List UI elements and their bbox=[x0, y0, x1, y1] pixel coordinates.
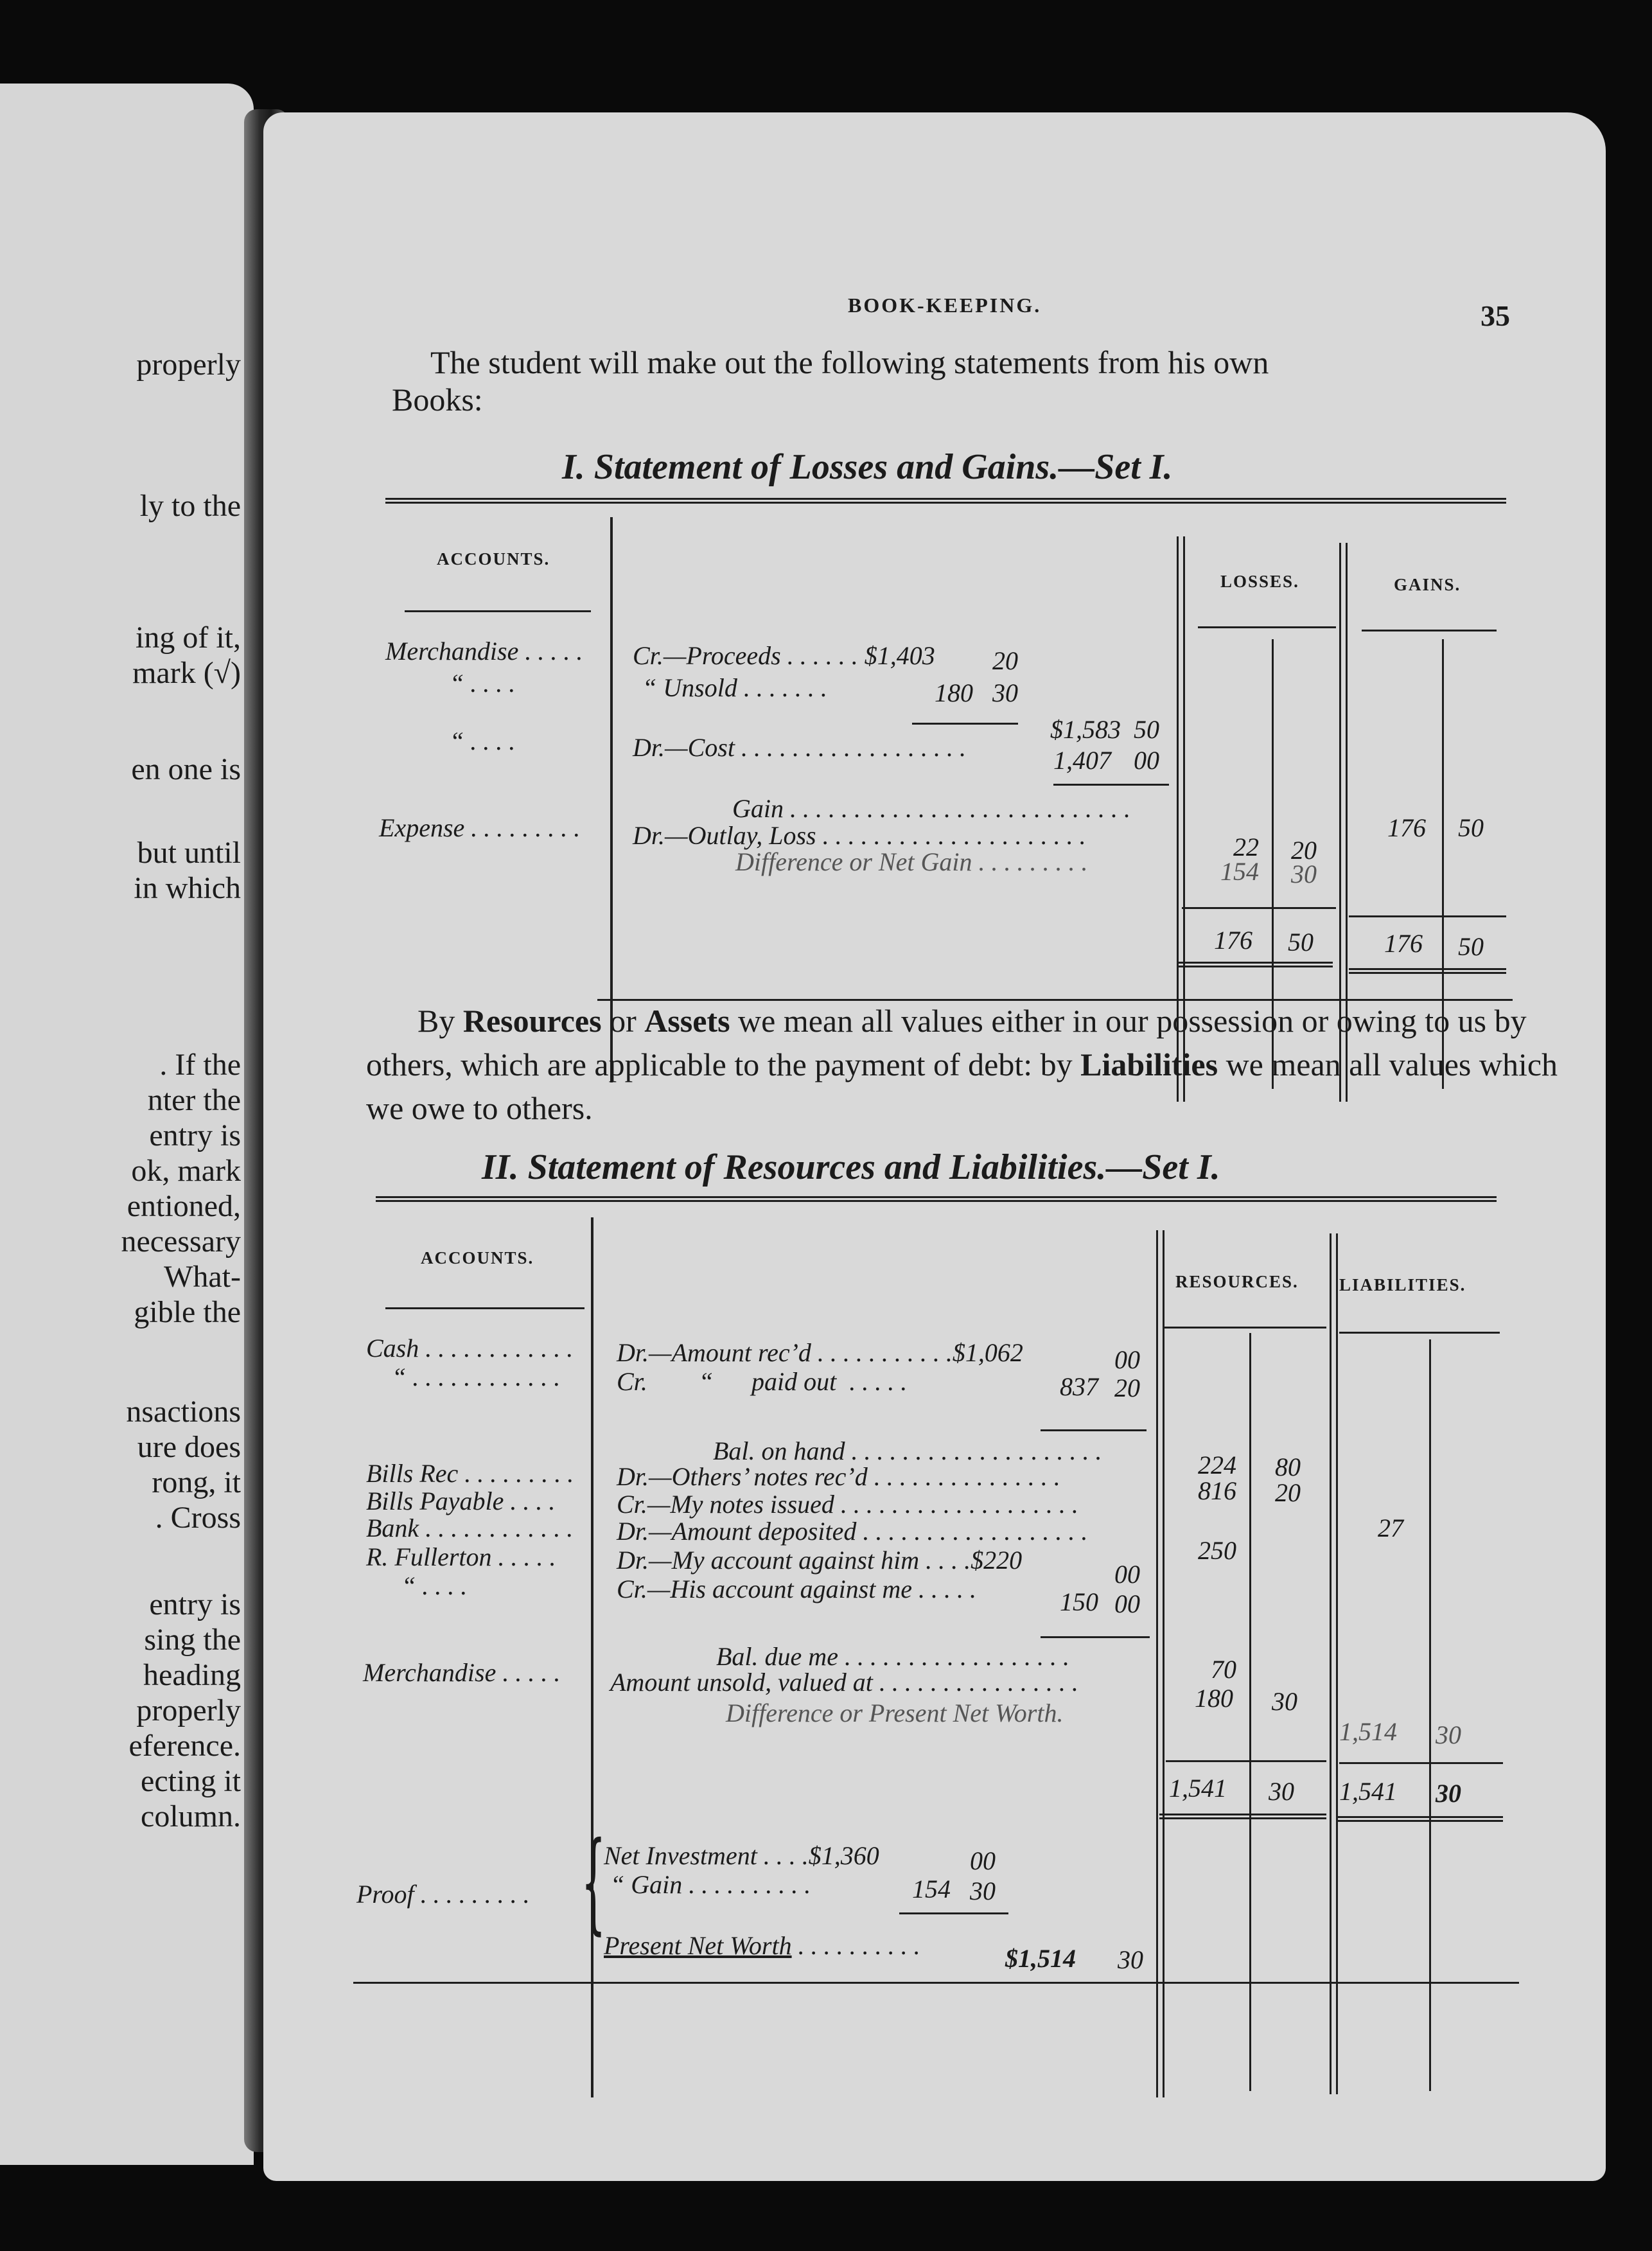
s1-loss-cents: 20 bbox=[1291, 836, 1317, 865]
page-number: 35 bbox=[1481, 299, 1510, 332]
s1-gain-cents: 50 bbox=[1458, 813, 1484, 842]
s2-res: 224 bbox=[1198, 1451, 1236, 1479]
present-net-worth-label: Present Net Worth bbox=[604, 1931, 792, 1960]
para-text: or bbox=[601, 1003, 645, 1039]
proof-line-2-cents: 30 bbox=[970, 1876, 996, 1905]
s2-account: “ . . . . . . . . . . . . bbox=[392, 1363, 561, 1391]
left-page-line: nsactions bbox=[126, 1395, 241, 1429]
term-liabilities: Liabilities bbox=[1080, 1046, 1218, 1082]
s2-divider bbox=[1330, 1233, 1331, 2094]
s1-detail: Dr.—Outlay, Loss . . . . . . . . . . . . . . . . . . . . . bbox=[633, 821, 1086, 850]
rule bbox=[1198, 626, 1336, 628]
s2-total-res: 1,541 bbox=[1169, 1774, 1227, 1803]
left-page-line: in which bbox=[134, 871, 241, 905]
s2-res: 180 bbox=[1195, 1684, 1233, 1713]
proof-line-2-amount: 154 bbox=[912, 1875, 951, 1903]
s2-detail: Dr.—My account against him . . . .$220 bbox=[617, 1546, 1023, 1575]
left-page-line: entioned, bbox=[127, 1189, 241, 1223]
left-facing-page bbox=[0, 84, 254, 2165]
s2-detail: Dr.—Amount rec’d . . . . . . . . . . .$1,062 bbox=[617, 1338, 1023, 1367]
term-assets: Assets bbox=[644, 1003, 730, 1039]
left-page-line: entry is bbox=[149, 1587, 241, 1621]
s1-col-accounts: ACCOUNTS. bbox=[437, 549, 550, 569]
s2-cents: 00 bbox=[1114, 1560, 1140, 1589]
s1-account: “ . . . . bbox=[450, 669, 516, 698]
s1-detail: Gain . . . . . . . . . . . . . . . . . . . . . . . . . . . bbox=[732, 794, 1130, 823]
proof-line-1-cents: 00 bbox=[970, 1846, 996, 1875]
s2-divider bbox=[1156, 1230, 1158, 2097]
left-page-line: gible the bbox=[134, 1295, 241, 1329]
s1-detail: “ Unsold . . . . . . . bbox=[642, 673, 827, 702]
rule bbox=[1166, 1760, 1326, 1762]
s2-divider bbox=[1249, 1333, 1251, 2091]
proof-line-2: “ Gain . . . . . . . . . . bbox=[610, 1870, 811, 1899]
s2-col-resources: RESOURCES. bbox=[1175, 1272, 1299, 1291]
s2-account: Bank . . . . . . . . . . . . bbox=[366, 1514, 574, 1542]
s2-account: “ . . . . bbox=[401, 1571, 468, 1600]
proof-line-1: Net Investment . . . .$1,360 bbox=[604, 1841, 879, 1870]
para-text: By bbox=[417, 1003, 463, 1039]
s2-cents: 20 bbox=[1114, 1373, 1140, 1402]
s2-double-rule bbox=[1336, 1816, 1503, 1822]
s2-divider bbox=[591, 1217, 593, 2097]
term-resources: Resources bbox=[462, 1003, 602, 1039]
rule bbox=[1041, 1636, 1150, 1638]
s2-detail: Bal. on hand . . . . . . . . . . . . . . . . . . . . bbox=[713, 1436, 1102, 1465]
left-page-line: rong, it bbox=[152, 1465, 241, 1499]
proof-line-3-amount: $1,514 bbox=[1005, 1944, 1076, 1973]
rule bbox=[1163, 1327, 1326, 1329]
s2-res-cents: 30 bbox=[1272, 1687, 1297, 1716]
left-page-line: ly to the bbox=[139, 489, 241, 523]
s1-divider bbox=[610, 517, 613, 1082]
s2-amount: 837 bbox=[1060, 1372, 1098, 1401]
s2-account: Cash . . . . . . . . . . . . bbox=[366, 1334, 574, 1363]
s2-detail: Amount unsold, valued at . . . . . . . . . . . . . . . . bbox=[610, 1668, 1078, 1697]
s1-total-losses-cents: 50 bbox=[1288, 928, 1314, 957]
definition-paragraph bbox=[366, 999, 1574, 1130]
s2-divider bbox=[1163, 1230, 1164, 2097]
s2-col-accounts: ACCOUNTS. bbox=[421, 1248, 534, 1267]
left-page-line: ing of it, bbox=[136, 621, 241, 655]
s2-detail: Dr.—Others’ notes rec’d . . . . . . . . . . . . . . . bbox=[617, 1462, 1060, 1491]
rule bbox=[912, 723, 1018, 725]
s2-res-cents: 80 bbox=[1275, 1452, 1301, 1481]
rule bbox=[1349, 915, 1506, 917]
statement-2-top-rule bbox=[376, 1196, 1497, 1202]
s2-liab-cents: 30 bbox=[1436, 1720, 1461, 1749]
statement-2-title: II. Statement of Resources and Liabilities.—Set I. bbox=[482, 1147, 1220, 1187]
s1-loss: 22 bbox=[1233, 833, 1259, 861]
s1-total-losses: 176 bbox=[1214, 926, 1252, 955]
s2-res: 816 bbox=[1198, 1476, 1236, 1505]
rule bbox=[1339, 1332, 1500, 1334]
intro-line-2: Books: bbox=[392, 382, 483, 418]
s2-res: 70 bbox=[1211, 1655, 1236, 1684]
left-page-line: sing the bbox=[144, 1623, 241, 1657]
s1-detail: Cr.—Proceeds . . . . . . $1,403 bbox=[633, 641, 935, 670]
s1-total-gains: 176 bbox=[1384, 929, 1423, 958]
s1-cents: 20 bbox=[992, 646, 1018, 675]
s1-col-losses: LOSSES. bbox=[1220, 572, 1299, 591]
s1-double-rule bbox=[1179, 962, 1333, 967]
left-page-line: heading bbox=[143, 1658, 241, 1692]
left-page-line: . If the bbox=[159, 1048, 241, 1082]
s2-divider bbox=[1336, 1233, 1338, 2094]
left-page-line: column. bbox=[141, 1799, 241, 1833]
s1-double-rule bbox=[1349, 968, 1506, 974]
proof-dots: . . . . . . . . . . bbox=[791, 1931, 920, 1960]
left-page-line: necessary bbox=[121, 1224, 241, 1258]
s2-detail: Cr.—My notes issued . . . . . . . . . . . . . . . . . . . bbox=[617, 1490, 1078, 1519]
s2-detail: Difference or Present Net Worth. bbox=[726, 1699, 1064, 1727]
para-text: we mean all values which we owe to others. bbox=[366, 1046, 1558, 1126]
s2-account: R. Fullerton . . . . . bbox=[366, 1542, 556, 1571]
rule bbox=[899, 1912, 1008, 1914]
s1-account: Expense . . . . . . . . . bbox=[379, 813, 581, 842]
s2-amount: 150 bbox=[1060, 1587, 1098, 1616]
statement-1-top-rule bbox=[385, 498, 1506, 504]
running-title: BOOK-KEEPING. bbox=[848, 294, 1042, 317]
left-page-line: en one is bbox=[131, 752, 241, 786]
s2-total-liab: 1,541 bbox=[1339, 1777, 1397, 1806]
left-page-line: eference. bbox=[128, 1729, 241, 1763]
left-page-line: properly bbox=[136, 348, 241, 382]
s2-liab: 27 bbox=[1378, 1514, 1403, 1542]
s2-double-rule bbox=[1159, 1814, 1326, 1819]
left-page-line: properly bbox=[136, 1693, 241, 1727]
proof-line-3 bbox=[604, 1930, 920, 1961]
left-page-line: ecting it bbox=[141, 1764, 241, 1798]
s2-col-liabilities: LIABILITIES. bbox=[1339, 1275, 1466, 1294]
s1-total: $1,583 bbox=[1050, 715, 1121, 744]
para-text: we mean all values either in our possession or owing to us by others, which are applicable to the payment of debt: by bbox=[366, 1003, 1527, 1082]
s2-detail: Cr. “ paid out . . . . . bbox=[617, 1367, 908, 1396]
rule bbox=[405, 610, 591, 612]
left-page-line: but until bbox=[137, 836, 241, 870]
rule bbox=[1362, 630, 1497, 631]
s1-amount: 180 bbox=[935, 678, 973, 707]
s1-gain: 176 bbox=[1387, 813, 1426, 842]
s2-detail: Bal. due me . . . . . . . . . . . . . . . . . . bbox=[716, 1642, 1069, 1671]
s2-liab: 1,514 bbox=[1339, 1717, 1397, 1746]
left-page-line: . Cross bbox=[155, 1501, 241, 1535]
statement-1-title: I. Statement of Losses and Gains.—Set I. bbox=[562, 447, 1173, 487]
left-page-line: entry is bbox=[149, 1118, 241, 1152]
s1-account: Merchandise . . . . . bbox=[385, 637, 583, 666]
s2-total-liab-cents: 30 bbox=[1436, 1779, 1461, 1808]
proof-line-3-cents: 30 bbox=[1118, 1945, 1143, 1974]
right-page bbox=[263, 112, 1606, 2181]
rule bbox=[1339, 1762, 1503, 1764]
left-page-line: ure does bbox=[137, 1430, 241, 1464]
s1-total2-cents: 00 bbox=[1134, 746, 1159, 775]
s2-account: Bills Rec . . . . . . . . . bbox=[366, 1459, 574, 1488]
s1-cents: 30 bbox=[992, 678, 1018, 707]
s1-total-gains-cents: 50 bbox=[1458, 932, 1484, 961]
s1-detail: Difference or Net Gain . . . . . . . . . bbox=[735, 847, 1088, 876]
s1-account: “ . . . . bbox=[450, 727, 516, 755]
rule bbox=[385, 1307, 584, 1309]
s2-account: Merchandise . . . . . bbox=[363, 1658, 561, 1687]
s2-total-res-cents: 30 bbox=[1269, 1777, 1294, 1806]
s2-res-cents: 20 bbox=[1275, 1478, 1301, 1507]
left-page-line: nter the bbox=[147, 1083, 241, 1117]
left-page-line: mark (√) bbox=[132, 656, 241, 690]
rule bbox=[1053, 784, 1169, 786]
rule bbox=[1041, 1429, 1147, 1431]
rule bbox=[1182, 907, 1336, 909]
s2-bottom-rule bbox=[353, 1982, 1519, 1984]
proof-brace: { bbox=[581, 1819, 606, 1946]
s2-cents: 00 bbox=[1114, 1589, 1140, 1618]
s1-loss: 154 bbox=[1220, 857, 1259, 886]
s2-account: Bills Payable . . . . bbox=[366, 1487, 556, 1515]
intro-line-1: The student will make out the following statements from his own bbox=[430, 344, 1269, 380]
s1-col-gains: GAINS. bbox=[1394, 575, 1461, 594]
s2-detail: Dr.—Amount deposited . . . . . . . . . . . . . . . . . . bbox=[617, 1517, 1088, 1546]
s1-total-cents: 50 bbox=[1134, 715, 1159, 744]
proof-label: Proof . . . . . . . . . bbox=[356, 1880, 530, 1909]
s2-cents: 00 bbox=[1114, 1345, 1140, 1374]
s1-loss-cents: 30 bbox=[1291, 860, 1317, 888]
left-page-line: ok, mark bbox=[131, 1154, 241, 1188]
s2-detail: Cr.—His account against me . . . . . bbox=[617, 1575, 976, 1603]
s2-divider bbox=[1429, 1339, 1431, 2091]
s1-detail: Dr.—Cost . . . . . . . . . . . . . . . . . . bbox=[633, 733, 966, 762]
s2-res: 250 bbox=[1198, 1536, 1236, 1565]
left-page-line: What- bbox=[164, 1260, 241, 1294]
s1-total2: 1,407 bbox=[1053, 746, 1111, 775]
